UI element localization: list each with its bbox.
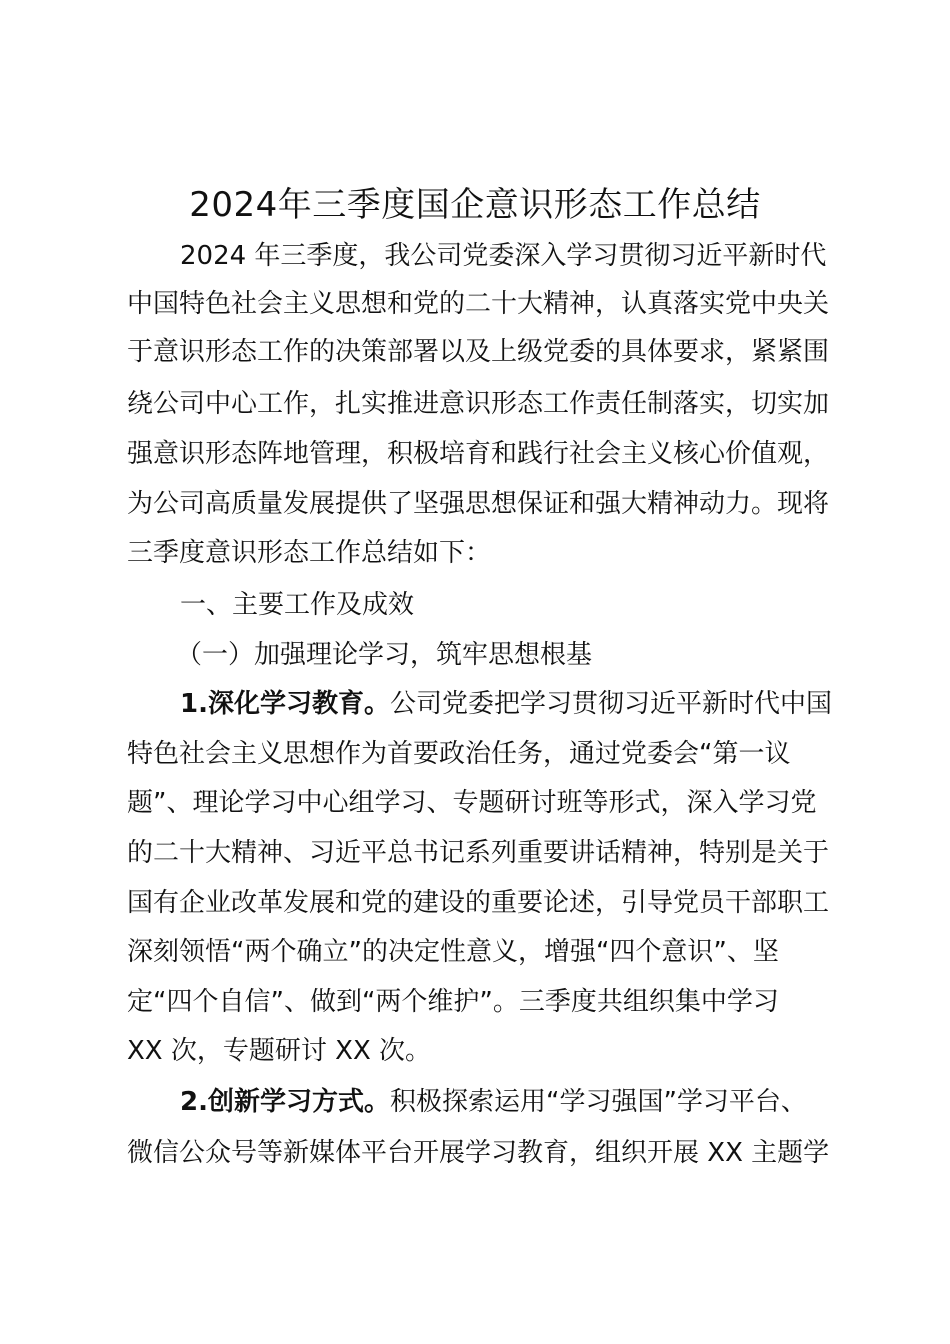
item2-line: 微信公众号等新媒体平台开展学习教育，组织开展 XX 主题学 <box>127 1138 830 1168</box>
item1-line: 特色社会主义思想作为首要政治任务，通过党委会“第一议 <box>127 739 791 769</box>
item1-label: 1.深化学习教育。 <box>180 689 390 719</box>
subsection-heading: （一）加强理论学习，筑牢思想根基 <box>176 640 593 670</box>
item1-line: XX 次，专题研讨 XX 次。 <box>127 1036 432 1066</box>
item2-first-line <box>180 1082 837 1122</box>
item1-line: 国有企业改革发展和党的建设的重要论述，引导党员干部职工 <box>127 888 830 918</box>
item1-line: 深刻领悟“两个确立”的决定性意义，增强“四个意识”、坚 <box>127 937 779 967</box>
page-title: 2024年三季度国企意识形态工作总结 <box>189 185 761 225</box>
item1-line: 题”、理论学习中心组学习、专题研讨班等形式，深入学习党 <box>127 788 817 818</box>
intro-line-5: 强意识形态阵地管理，积极培育和践行社会主义核心价值观， <box>127 439 830 469</box>
item1-line: 的二十大精神、习近平总书记系列重要讲话精神，特别是关于 <box>127 838 830 868</box>
item1-text: 公司党委把学习贯彻习近平新时代中国 <box>389 689 832 719</box>
item2-label: 2.创新学习方式。 <box>180 1087 390 1117</box>
intro-line-3: 于意识形态工作的决策部署以及上级党委的具体要求，紧紧围 <box>127 337 830 367</box>
intro-line-7: 三季度意识形态工作总结如下： <box>127 538 492 568</box>
intro-line-2: 中国特色社会主义思想和党的二十大精神，认真落实党中央关 <box>127 289 830 319</box>
section-heading: 一、主要工作及成效 <box>180 590 415 620</box>
intro-line-4: 绕公司中心工作，扎实推进意识形态工作责任制落实，切实加 <box>127 389 830 419</box>
item1-line: 定“四个自信”、做到“两个维护”。三季度共组织集中学习 <box>127 987 779 1017</box>
intro-line-1: 2024 年三季度，我公司党委深入学习贯彻习近平新时代 <box>180 241 827 271</box>
item1-first-line <box>180 684 837 724</box>
intro-line-6: 为公司高质量发展提供了坚强思想保证和强大精神动力。现将 <box>127 489 830 519</box>
item2-text: 积极探索运用“学习强国”学习平台、 <box>389 1087 807 1117</box>
